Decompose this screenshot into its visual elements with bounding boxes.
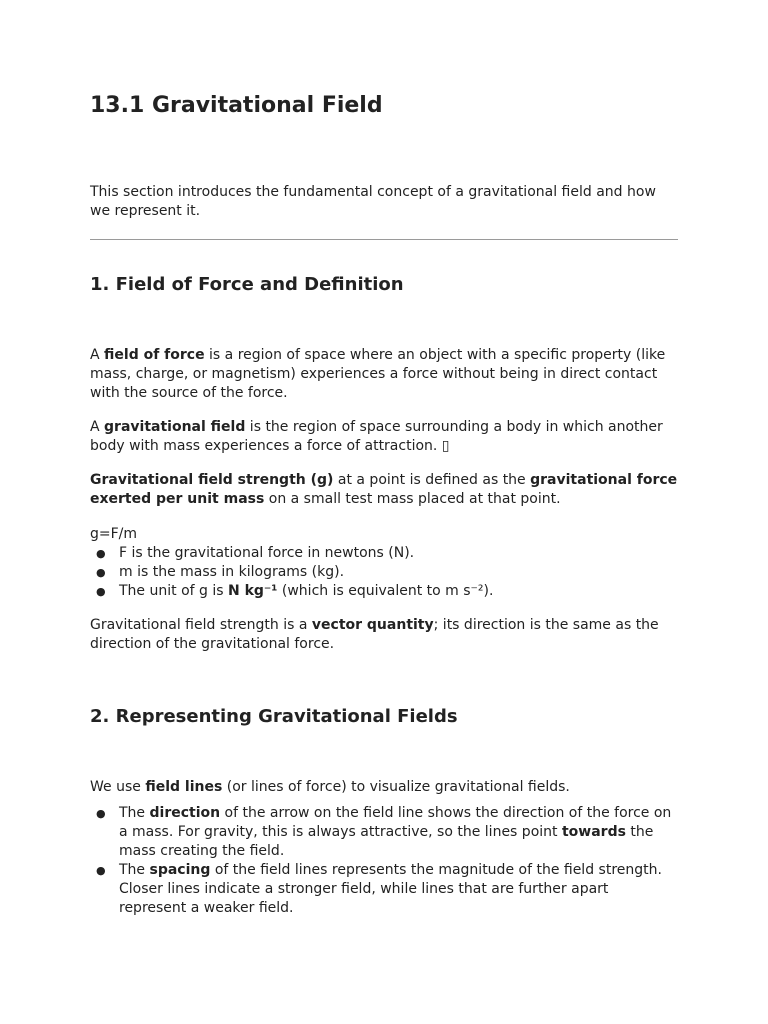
vector-quantity-paragraph: Gravitational field strength is a vector quantity; its direction is the same as the direction of the gravitational force. bbox=[90, 617, 659, 652]
list-item: ● The spacing of the field lines represents the magnitude of the field strength. Closer lines indicate a stronger field, while lines that are further apart represent a weaker field. bbox=[96, 862, 662, 916]
bullet-icon: ● bbox=[96, 585, 106, 598]
intro-paragraph: This section introduces the fundamental concept of a gravitational field and how we represent it. bbox=[90, 184, 656, 219]
formula: g=F/m bbox=[90, 526, 138, 542]
section-heading-representing-fields: 2. Representing Gravitational Fields bbox=[90, 706, 458, 727]
list-item: ● F is the gravitational force in newtons (N). bbox=[96, 545, 415, 561]
list-item: ● m is the mass in kilograms (kg). bbox=[96, 564, 345, 580]
bullet-icon: ● bbox=[96, 864, 106, 877]
field-lines-list bbox=[90, 804, 678, 918]
gravitational-field-paragraph: A gravitational field is the region of space surrounding a body in which another body with mass experiences a force of attraction. ▯ bbox=[90, 419, 663, 454]
page-title: 13.1 Gravitational Field bbox=[90, 93, 383, 118]
formula-variables-list bbox=[90, 544, 678, 601]
list-item: ● The unit of g is N kg⁻¹ (which is equivalent to m s⁻²). bbox=[96, 583, 494, 599]
bullet-icon: ● bbox=[96, 547, 106, 560]
list-item: ● The direction of the arrow on the field line shows the direction of the force on a mass. For gravity, this is always attractive, so the lines point towards the mass creating the field. bbox=[96, 805, 672, 859]
section-heading-field-of-force: 1. Field of Force and Definition bbox=[90, 274, 404, 295]
section-divider bbox=[90, 239, 678, 240]
field-lines-paragraph: We use field lines (or lines of force) to visualize gravitational fields. bbox=[90, 779, 570, 795]
bullet-icon: ● bbox=[96, 566, 106, 579]
bullet-icon: ● bbox=[96, 807, 106, 820]
field-strength-paragraph: Gravitational field strength (g) at a point is defined as the gravitational force exerted per unit mass on a small test mass placed at that point. bbox=[90, 472, 678, 507]
field-of-force-paragraph: A field of force is a region of space where an object with a specific property (like mass, charge, or magnetism) experiences a force without being in direct contact with the source of the force. bbox=[90, 347, 666, 401]
